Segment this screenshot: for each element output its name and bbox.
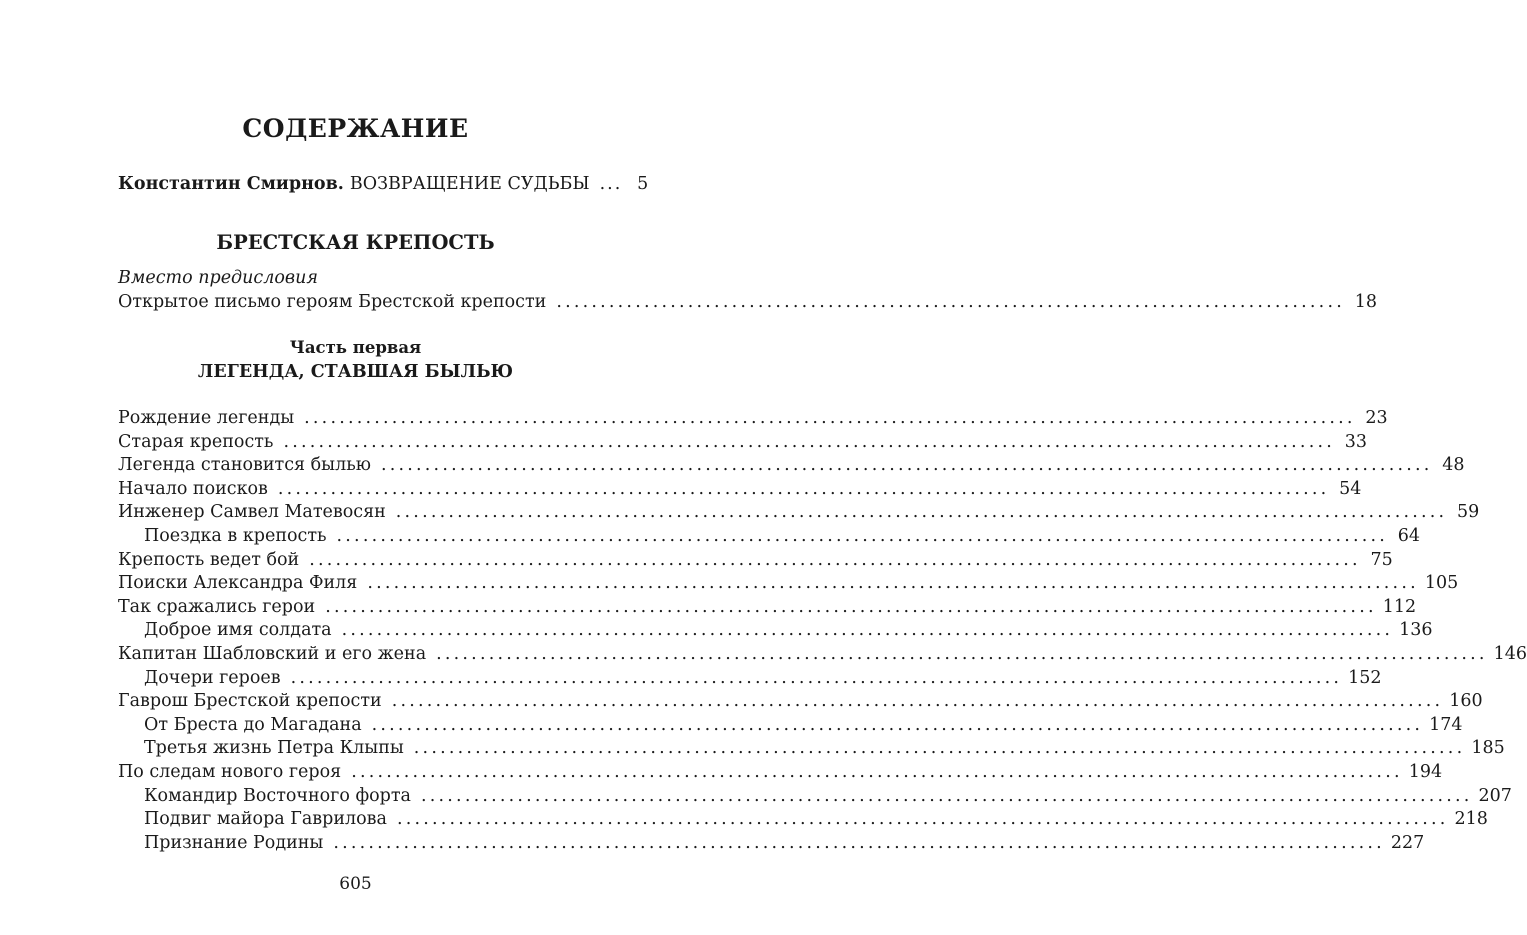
toc-entry-label: Старая крепость [118,431,274,452]
toc-entry [118,455,1465,479]
intro-entry [118,174,649,194]
toc-entry [118,667,1382,692]
toc-entry [118,785,1512,810]
toc-entry-page-number: 112 [1382,596,1417,617]
preface-entry [118,292,1377,312]
dot-leader: ........................................................................................................................ [341,620,1394,641]
toc-entry-page-number: 59 [1457,502,1480,523]
dot-leader: ........................................................................................................................ [421,785,1473,806]
toc-entry-label: Крепость ведет бой [118,549,300,570]
toc-entry-label: Так сражались герои [118,596,316,617]
toc-entry [118,549,1393,574]
toc-entry-label: Поиски Александра Филя [118,573,358,594]
toc-entry-page-number: 33 [1344,431,1367,452]
dot-leader: ........................................................................................................................ [333,832,1385,853]
toc-entry-page-number: 174 [1429,714,1463,735]
toc-entry-page-number: 105 [1424,573,1459,594]
toc-list [118,408,1527,856]
toc-entry-page-number: 152 [1348,667,1382,688]
toc-entry-label: Признание Родины [144,832,324,853]
toc-entry [118,714,1463,739]
toc-entry-label: Подвиг майора Гаврилова [144,809,387,830]
dot-leader: ........................................................................................................................ [395,502,1448,523]
toc-entry-label: Доброе имя солдата [144,620,332,641]
toc-entry-page-number: 75 [1370,549,1393,570]
dot-leader: ........................................................................................................................ [325,596,1377,617]
toc-entry-page-number: 64 [1397,525,1421,546]
toc-entry-page-number: 185 [1471,738,1505,759]
page-number-footer: 605 [339,874,372,894]
preface-label: Вместо предисловия [118,268,318,288]
toc-entry-label: Начало поисков [118,478,268,499]
toc-entry-label: Поездка в крепость [144,525,327,546]
preface-entry-label: Открытое письмо героям Брестской крепости [118,292,547,312]
dot-leader: ........................................................................................................................ [367,573,1419,594]
toc-entry [118,691,1483,715]
section-title: БРЕСТСКАЯ КРЕПОСТЬ [216,231,495,254]
dot-leader: ........................................................................................................................ [413,738,1466,759]
preface-page-number: 18 [1354,292,1377,312]
toc-entry-page-number: 48 [1442,455,1465,476]
toc-entry-page-number: 23 [1365,408,1388,428]
toc-entry-page-number: 136 [1399,620,1433,641]
toc-entry [118,761,1443,786]
toc-entry [118,809,1488,833]
toc-entry-page-number: 146 [1493,643,1527,664]
toc-entry [118,502,1480,526]
toc-entry [118,573,1459,597]
dot-leader: ........................................................................................................................ [290,667,1343,688]
dot-leader: ........................................................................................................................ [380,455,1433,476]
toc-entry-label: Капитан Шабловский и его жена [118,643,427,664]
toc-entry [118,478,1362,503]
toc-entry [118,620,1433,644]
toc-entry-label: Командир Восточного форта [144,785,411,806]
toc-entry-page-number: 54 [1339,478,1362,499]
toc-entry [118,431,1367,456]
toc-entry-label: Гаврош Брестской крепости [118,691,382,712]
toc-entry-page-number: 207 [1478,785,1512,806]
intro-page-number: 5 [637,174,649,194]
part-label: Часть первая [289,338,422,357]
toc-entry-page-number: 227 [1390,832,1425,853]
intro-leader: ... [599,174,623,194]
toc-entry [118,525,1421,550]
dot-leader: ........................................................................................................................ [351,761,1403,782]
toc-entry-label: По следам нового героя [118,761,342,782]
intro-work-title: ВОЗВРАЩЕНИЕ СУДЬБЫ [349,174,590,194]
dot-leader: ........................................................................................................................ [371,714,1424,735]
toc-entry-label: Рождение легенды [118,408,295,428]
toc-entry-page-number: 194 [1408,761,1443,782]
dot-leader: ........................................................................................................................ [283,431,1335,452]
toc-entry-page-number: 218 [1454,809,1488,830]
toc-entry-label: Дочери героев [144,667,281,688]
dot-leader: ........................................................................................................................ [436,643,1488,664]
toc-entry [118,596,1417,621]
dot-leader: .......................................................................................... [556,292,1345,312]
dot-leader: ........................................................................................................................ [277,478,1330,499]
part-title: ЛЕГЕНДА, СТАВШАЯ БЫЛЬЮ [197,362,514,382]
intro-author: Константин Смирнов. [118,174,344,194]
toc-entry-label: Инженер Самвел Матевосян [118,502,386,523]
dot-leader: ........................................................................................................................ [304,408,1356,428]
dot-leader: ........................................................................................................................ [396,809,1449,830]
page-title: СОДЕРЖАНИЕ [242,114,469,143]
toc-entry-label: От Бреста до Магадана [144,714,362,735]
dot-leader: ........................................................................................................................ [309,549,1361,570]
toc-entry [118,408,1388,432]
toc-entry-page-number: 160 [1449,691,1483,712]
toc-entry [118,738,1505,762]
toc-entry-label: Легенда становится былью [118,455,371,476]
dot-leader: ........................................................................................................................ [391,691,1444,712]
dot-leader: ........................................................................................................................ [336,525,1389,546]
toc-entry-label: Третья жизнь Петра Клыпы [144,738,404,759]
toc-entry [118,832,1425,857]
toc-entry [118,643,1527,668]
